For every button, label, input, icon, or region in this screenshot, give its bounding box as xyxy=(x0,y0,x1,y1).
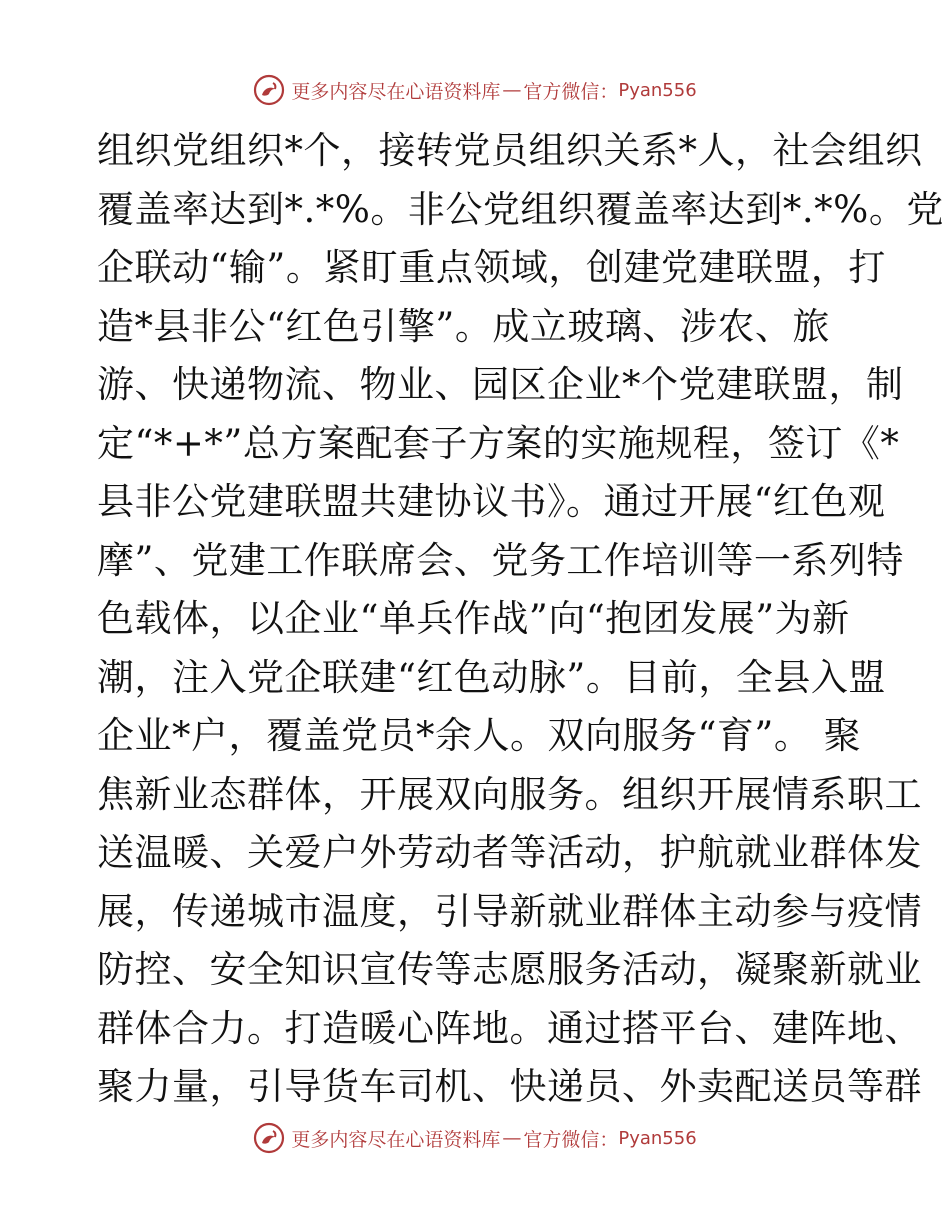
text-line: 定“*+*”总方案配套子方案的实施规程，签订《* xyxy=(97,421,900,465)
swan-logo-icon xyxy=(253,1122,285,1154)
text-line: 覆盖率达到*.*%。非公党组织覆盖率达到*.*%。党 xyxy=(97,187,944,231)
text-line: 防控、安全知识宣传等志愿服务活动，凝聚新就业 xyxy=(97,948,922,991)
header-banner-separator: — xyxy=(502,79,522,101)
text-line: 企联动“输”。紧盯重点领域，创建党建联盟，打 xyxy=(97,246,886,289)
text-line: 摩”、党建工作联席会、党务工作培训等一系列特 xyxy=(97,538,904,582)
text-line: 县非公党建联盟共建协议书》。通过开展“红色观 xyxy=(97,480,886,523)
header-watermark-banner xyxy=(0,70,950,110)
text-line: 送温暖、关爱户外劳动者等活动，护航就业群体发 xyxy=(97,831,922,874)
header-wechat-id: Pyan556 xyxy=(618,79,697,101)
swan-logo-icon xyxy=(253,74,285,106)
text-line: 展，传递城市温度，引导新就业群体主动参与疫情 xyxy=(97,889,922,933)
header-banner-text: 更多内容尽在心语资料库 xyxy=(291,80,501,103)
text-line: 潮，注入党企联建“红色动脉”。目前，全县入盟 xyxy=(97,655,886,699)
text-line: 游、快递物流、物业、园区企业*个党建联盟，制 xyxy=(97,363,904,406)
footer-wechat-id: Pyan556 xyxy=(618,1127,697,1149)
text-line: 企业*户，覆盖党员*余人。双向服务“育”。 聚 xyxy=(97,714,862,757)
text-line: 聚力量，引导货车司机、快递员、外卖配送员等群 xyxy=(97,1065,922,1108)
text-line: 焦新业态群体，开展双向服务。组织开展情系职工 xyxy=(97,772,922,816)
footer-watermark-banner xyxy=(0,1118,950,1158)
document-body xyxy=(97,122,944,1117)
footer-banner-text: 更多内容尽在心语资料库 xyxy=(291,1128,501,1151)
header-wechat-label: 官方微信： xyxy=(523,80,619,103)
text-line: 群体合力。打造暖心阵地。通过搭平台、建阵地、 xyxy=(97,1006,922,1050)
text-line: 组织党组织*个，接转党员组织关系*人，社会组织 xyxy=(97,129,923,172)
text-line: 造*县非公“红色引擎”。成立玻璃、涉农、旅 xyxy=(97,304,830,348)
footer-banner-separator: — xyxy=(502,1127,522,1149)
footer-wechat-label: 官方微信： xyxy=(523,1128,619,1151)
text-line: 色载体，以企业“单兵作战”向“抱团发展”为新 xyxy=(97,597,850,640)
